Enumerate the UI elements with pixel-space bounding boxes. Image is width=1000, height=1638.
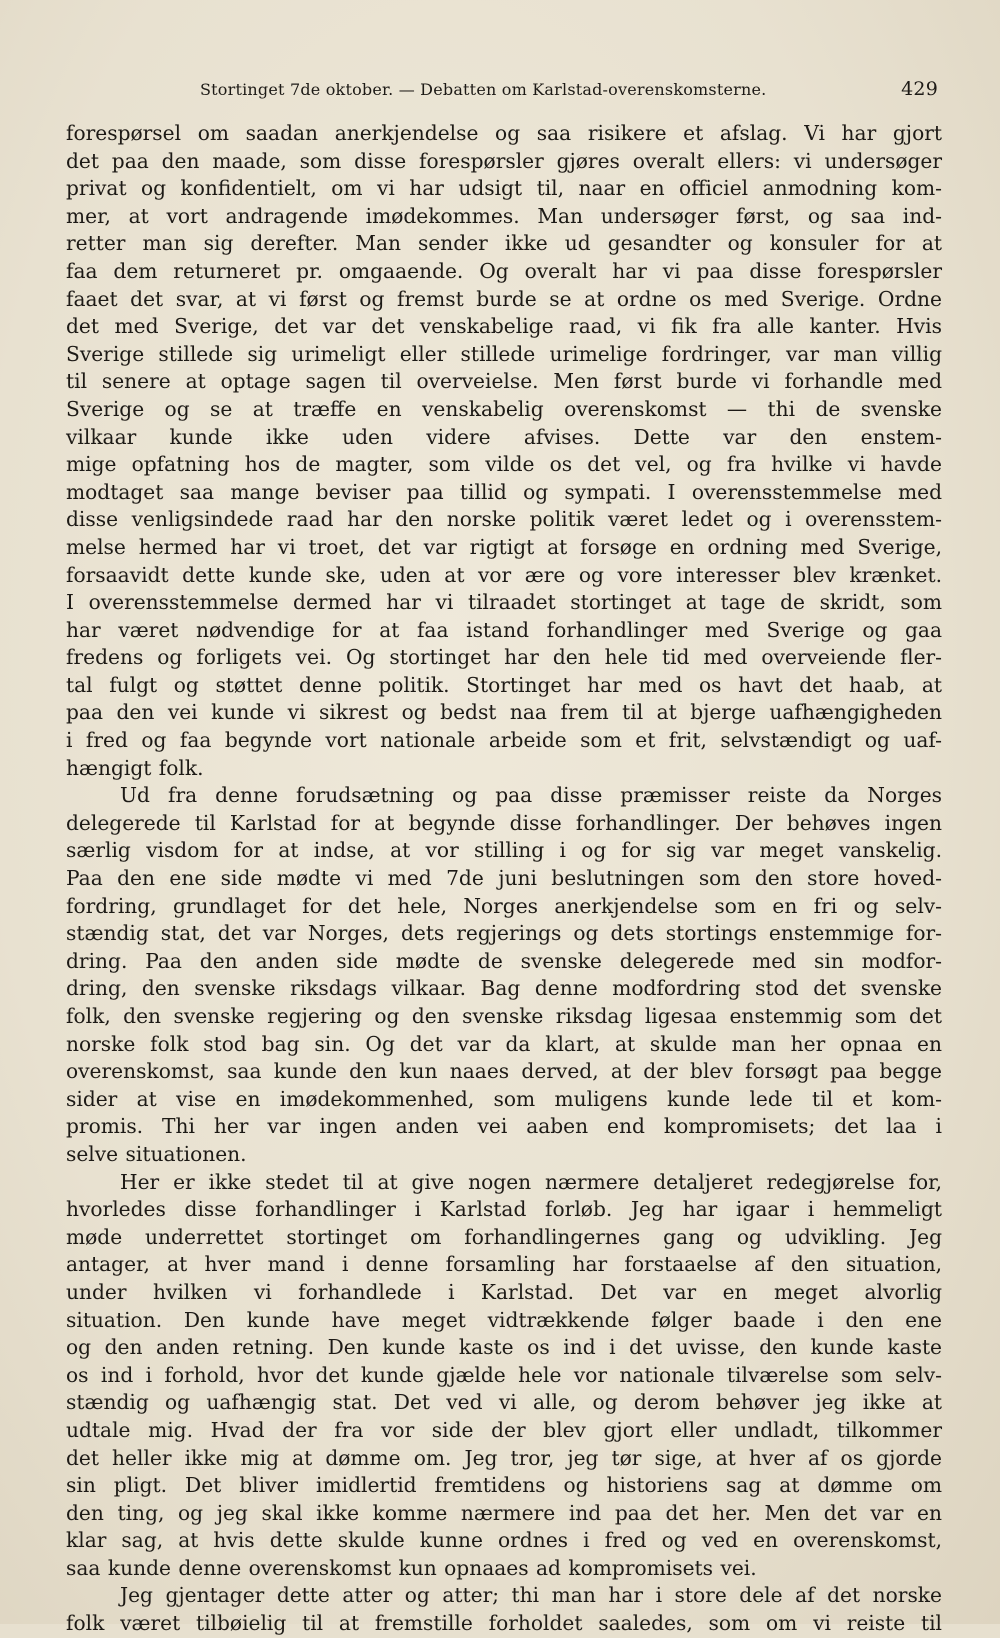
text-line: antager, at hver mand i denne forsamling har forstaaelse af den situation,: [66, 1252, 942, 1277]
text-line: I overensstemmelse dermed har vi tilraadet stortinget at tage de skridt, som: [66, 590, 942, 615]
running-title: Stortinget 7de oktober. — Debatten om Karlstad-overenskomsterne.: [200, 80, 767, 99]
text-line: saa kunde denne overenskomst kun opnaaes ad kompromisets vei.: [66, 1555, 757, 1580]
text-line: stændig stat, det var Norges, dets regjerings og dets stortings enstemmige for-: [66, 921, 942, 946]
text-line: møde underrettet stortinget om forhandlingernes gang og udvikling. Jeg: [66, 1224, 942, 1249]
body-text: [66, 120, 942, 1638]
text-line: paa den vei kunde vi sikrest og bedst naa frem til at bjerge uafhængigheden: [66, 700, 942, 725]
text-line: Her er ikke stedet til at give nogen nærmere detaljeret redegjørelse for,: [120, 1169, 942, 1194]
text-line: disse venligsindede raad har den norske politik været ledet og i overensstem-: [66, 507, 942, 532]
text-line: klar sag, at hvis dette skulde kunne ordnes i fred og ved en overenskomst,: [66, 1528, 942, 1553]
text-line: situation. Den kunde have meget vidtrækkende følger baade i den ene: [66, 1307, 942, 1332]
text-line: dring. Paa den anden side mødte de svenske delegerede med sin modfor-: [66, 948, 942, 973]
text-line: modtaget saa mange beviser paa tillid og sympati. I overensstemmelse med: [66, 479, 942, 504]
text-line: privat og konfidentielt, om vi har udsigt til, naar en officiel anmodning kom-: [66, 176, 942, 201]
text-line: tal fulgt og støttet denne politik. Stortinget har med os havt det haab, at: [66, 672, 942, 697]
text-line: særlig visdom for at indse, at vor stilling i og for sig var meget vanskelig.: [66, 838, 942, 863]
running-head: [200, 78, 938, 100]
text-line: fordring, grundlaget for det hele, Norges anerkjendelse som en fri og selv-: [66, 893, 942, 918]
text-line: forsaavidt dette kunde ske, uden at vor ære og vore interesser blev krænket.: [66, 562, 942, 587]
text-line: os ind i forhold, hvor det kunde gjælde hele vor nationale tilværelse som selv-: [66, 1362, 942, 1387]
text-line: fredens og forligets vei. Og stortinget har den hele tid med overveiende fler-: [66, 645, 942, 670]
page-number: 429: [901, 78, 938, 100]
text-line: retter man sig derefter. Man sender ikke ud gesandter og konsuler for at: [66, 231, 942, 256]
text-line: udtale mig. Hvad der fra vor side der blev gjort eller undladt, tilkommer: [66, 1417, 942, 1442]
text-line: stændig og uafhængig stat. Det ved vi alle, og derom behøver jeg ikke at: [66, 1390, 942, 1415]
text-line: folk, den svenske regjering og den svenske riksdag ligesaa enstemmig som det: [66, 1004, 942, 1028]
text-line: Sverige og se at træffe en venskabelig overenskomst — thi de svenske: [66, 396, 942, 421]
text-line: faaet det svar, at vi først og fremst burde se at ordne os med Sverige. Ordne: [66, 286, 942, 311]
text-line: dring, den svenske riksdags vilkaar. Bag denne modfordring stod det svenske: [66, 976, 942, 1001]
text-line: det heller ikke mig at dømme om. Jeg tror, jeg tør sige, at hver af os gjorde: [66, 1445, 942, 1470]
text-line: den ting, og jeg skal ikke komme nærmere ind paa det her. Men det var en: [66, 1500, 942, 1525]
text-line: folk været tilbøielig til at fremstille forholdet saaledes, som om vi reiste til: [66, 1611, 942, 1636]
text-line: forespørsel om saadan anerkjendelse og saa risikere et afslag. Vi har gjort: [66, 121, 942, 145]
text-line: melse hermed har vi troet, det var rigtigt at forsøge en ordning med Sverige,: [66, 534, 942, 559]
text-line: hvorledes disse forhandlinger i Karlstad forløb. Jeg har igaar i hemmeligt: [66, 1197, 942, 1222]
text-line: norske folk stod bag sin. Og det var da klart, at skulde man her opnaa en: [66, 1031, 942, 1056]
text-line: i fred og faa begynde vort nationale arbeide som et frit, selvstændigt og uaf-: [66, 728, 942, 753]
text-line: til senere at optage sagen til overveielse. Men først burde vi forhandle med: [66, 369, 942, 394]
text-line: mer, at vort andragende imødekommes. Man undersøger først, og saa ind-: [66, 203, 942, 228]
text-line: Sverige stillede sig urimeligt eller stillede urimelige fordringer, var man villig: [66, 341, 942, 366]
text-line: promis. Thi her var ingen anden vei aaben end kompromisets; det laa i: [66, 1114, 942, 1139]
text-line: vilkaar kunde ikke uden videre afvises. Dette var den enstem-: [66, 424, 942, 449]
text-line: og den anden retning. Den kunde kaste os ind i det uvisse, den kunde kaste: [66, 1335, 942, 1360]
text-line: faa dem returneret pr. omgaaende. Og overalt har vi paa disse forespørsler: [66, 258, 942, 283]
text-line: under hvilken vi forhandlede i Karlstad. Det var en meget alvorlig: [66, 1279, 942, 1304]
text-line: mige opfatning hos de magter, som vilde os det vel, og fra hvilke vi havde: [66, 452, 942, 477]
text-line: har været nødvendige for at faa istand forhandlinger med Sverige og gaa: [66, 617, 942, 642]
text-line: sin pligt. Det bliver imidlertid fremtidens og historiens sag at dømme om: [66, 1473, 942, 1498]
text-line: Jeg gjentager dette atter og atter; thi man har i store dele af det norske: [120, 1583, 942, 1608]
text-line: det paa den maade, som disse forespørsler gjøres overalt ellers: vi undersøger: [66, 148, 942, 173]
text-line: delegerede til Karlstad for at begynde disse forhandlinger. Der behøves ingen: [66, 810, 942, 835]
text-line: overenskomst, saa kunde den kun naaes derved, at der blev forsøgt paa begge: [66, 1059, 942, 1084]
text-line: det med Sverige, det var det venskabelige raad, vi fik fra alle kanter. Hvis: [66, 314, 942, 339]
text-line: sider at vise en imødekommenhed, som muligens kunde lede til et kom-: [66, 1086, 942, 1111]
text-line: selve situationen.: [66, 1141, 247, 1166]
text-line: Paa den ene side mødte vi med 7de juni beslutningen som den store hoved-: [66, 866, 942, 891]
text-line: Ud fra denne forudsætning og paa disse præmisser reiste da Norges: [120, 783, 942, 808]
text-line: hængigt folk.: [66, 755, 204, 780]
